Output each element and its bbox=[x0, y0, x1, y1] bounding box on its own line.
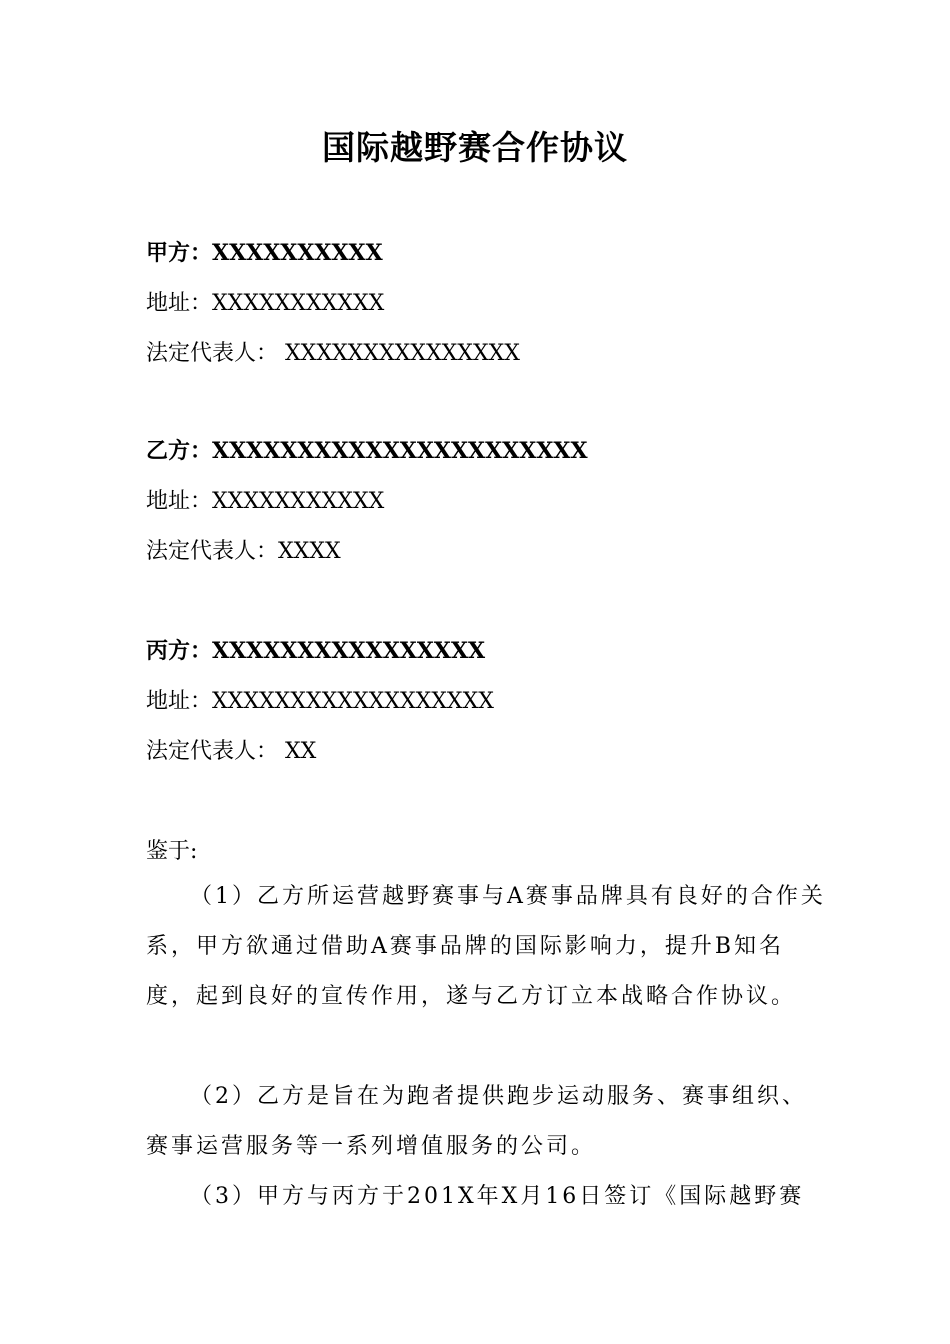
party-a-address: 地址：XXXXXXXXXXX bbox=[146, 291, 385, 316]
party-a-heading: 甲方：XXXXXXXXXX bbox=[146, 240, 383, 266]
clause-1: （1）乙方所运营越野赛事与A赛事品牌具有良好的合作关系，甲方欲通过借助A赛事品牌的国际影响力，提升B知名度，起到良好的宣传作用，遂与乙方订立本战略合作协议。 bbox=[146, 884, 826, 1009]
party-c-address: 地址：XXXXXXXXXXXXXXXXXX bbox=[146, 689, 494, 714]
party-a-representative: 法定代表人： XXXXXXXXXXXXXXX bbox=[146, 341, 520, 366]
party-c-heading: 丙方：XXXXXXXXXXXXXXXX bbox=[146, 638, 486, 664]
party-b-address: 地址：XXXXXXXXXXX bbox=[146, 489, 385, 514]
clause-2: （2）乙方是旨在为跑者提供跑步运动服务、赛事组织、赛事运营服务等一系列增值服务的公司。 bbox=[146, 1084, 807, 1159]
party-b-representative: 法定代表人：XXXX bbox=[146, 539, 341, 564]
clause-3: （3）甲方与丙方于201X年X月16日签订《国际越野赛 bbox=[190, 1184, 805, 1209]
party-b-heading: 乙方：XXXXXXXXXXXXXXXXXXXXXX bbox=[146, 438, 588, 464]
party-c-representative: 法定代表人： XX bbox=[146, 739, 317, 764]
whereas-label: 鉴于: bbox=[146, 839, 198, 864]
document-title: 国际越野赛合作协议 bbox=[322, 128, 628, 167]
